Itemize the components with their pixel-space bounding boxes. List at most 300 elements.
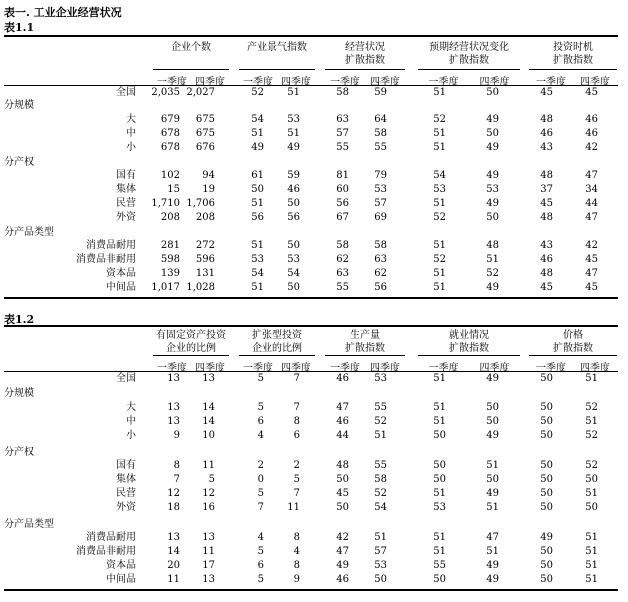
cell-value: 5 [208, 474, 215, 485]
group-header-line1: 预期经营状况变化 [429, 42, 509, 53]
cell-value: 50 [336, 474, 349, 485]
cell-value: 51 [287, 128, 300, 139]
table-row [0, 197, 628, 211]
cell-value: 51 [486, 254, 499, 265]
cell-value: 46 [540, 254, 553, 265]
cell-value: 13 [167, 416, 180, 427]
table2-group-header [153, 329, 229, 355]
row-label: 中间品 [106, 282, 136, 293]
cell-value: 598 [160, 254, 180, 265]
cell-value: 51 [251, 240, 264, 251]
cell-value: 2 [257, 460, 264, 471]
table1-top-rule [4, 35, 618, 37]
cell-value: 51 [486, 502, 499, 513]
cell-value: 7 [173, 474, 180, 485]
cell-value: 678 [160, 128, 180, 139]
cell-value: 52 [374, 488, 387, 499]
group-header-line2: 扩散指数 [553, 55, 593, 66]
cell-value: 11 [287, 502, 300, 513]
table1-group-header [418, 41, 520, 67]
cell-value: 42 [585, 240, 598, 251]
cell-value: 51 [585, 532, 598, 543]
cell-value: 678 [160, 142, 180, 153]
cell-value: 46 [540, 128, 553, 139]
cell-value: 50 [486, 87, 499, 98]
cell-value: 0 [257, 474, 264, 485]
cell-value: 5 [257, 402, 264, 413]
row-label: 大 [126, 402, 136, 413]
cell-value: 50 [486, 416, 499, 427]
cell-value: 62 [374, 268, 387, 279]
cell-value: 61 [251, 170, 264, 181]
cell-value: 50 [540, 416, 553, 427]
table1-group-rule [529, 69, 617, 70]
cell-value: 47 [486, 532, 499, 543]
group-header-line2: 扩散指数 [449, 343, 489, 354]
table2-subheader: 四季度 [370, 363, 400, 374]
cell-value: 18 [167, 502, 180, 513]
cell-value: 44 [336, 430, 349, 441]
row-label: 国有 [116, 460, 136, 471]
cell-value: 51 [585, 416, 598, 427]
row-label: 中 [126, 128, 136, 139]
group-header-line1: 有固定资产投资 [156, 330, 226, 341]
table2-subheader: 四季度 [281, 363, 311, 374]
table1-group-header [529, 41, 617, 67]
cell-value: 14 [202, 416, 215, 427]
group-header-line2: 扩散指数 [345, 343, 385, 354]
cell-value: 49 [486, 574, 499, 585]
cell-value: 51 [251, 128, 264, 139]
cell-value: 1,706 [186, 198, 215, 209]
cell-value: 64 [374, 114, 387, 125]
cell-value: 37 [540, 184, 553, 195]
table1-group-rule [153, 69, 229, 70]
group-header-line1: 投资时机 [553, 42, 593, 53]
table1-group-rule [239, 69, 315, 70]
cell-value: 48 [540, 114, 553, 125]
cell-value: 55 [374, 402, 387, 413]
cell-value: 14 [167, 546, 180, 557]
cell-value: 50 [540, 488, 553, 499]
category-label: 分产品类型 [4, 227, 54, 238]
table-row [0, 401, 628, 415]
cell-value: 53 [374, 560, 387, 571]
row-label: 资本品 [106, 268, 136, 279]
cell-value: 8 [293, 560, 300, 571]
cell-value: 48 [540, 212, 553, 223]
cell-value: 54 [251, 114, 264, 125]
cell-value: 55 [433, 560, 446, 571]
cell-value: 7 [293, 488, 300, 499]
cell-value: 7 [257, 502, 264, 513]
category-row [0, 446, 628, 460]
table-row [0, 573, 628, 587]
category-label: 分产品类型 [4, 519, 54, 530]
cell-value: 2,035 [151, 87, 180, 98]
cell-value: 48 [540, 170, 553, 181]
table-row [0, 253, 628, 267]
cell-value: 675 [195, 128, 215, 139]
cell-value: 9 [293, 574, 300, 585]
cell-value: 208 [195, 212, 215, 223]
group-header-line1: 企业个数 [171, 42, 211, 53]
group-header-line2: 扩散指数 [345, 55, 385, 66]
cell-value: 50 [540, 373, 553, 384]
cell-value: 51 [374, 532, 387, 543]
cell-value: 2 [293, 460, 300, 471]
table-row [0, 545, 628, 559]
cell-value: 8 [293, 416, 300, 427]
table-row [0, 501, 628, 515]
cell-value: 47 [585, 170, 598, 181]
cell-value: 56 [251, 212, 264, 223]
cell-value: 50 [251, 184, 264, 195]
cell-value: 131 [195, 268, 215, 279]
cell-value: 58 [336, 87, 349, 98]
table2-bottom-rule [4, 589, 618, 591]
table2-subheader: 一季度 [157, 363, 187, 374]
cell-value: 50 [486, 402, 499, 413]
cell-value: 50 [486, 474, 499, 485]
row-label: 全国 [116, 373, 136, 384]
table2-subheader: 四季度 [195, 363, 225, 374]
cell-value: 51 [433, 198, 446, 209]
category-row [0, 387, 628, 401]
cell-value: 50 [540, 574, 553, 585]
row-label: 消费品非耐用 [76, 546, 136, 557]
group-header-line1: 生产量 [350, 330, 380, 341]
cell-value: 139 [160, 268, 180, 279]
cell-value: 51 [433, 373, 446, 384]
cell-value: 55 [336, 282, 349, 293]
cell-value: 51 [585, 373, 598, 384]
cell-value: 56 [287, 212, 300, 223]
table2-label: 表1.2 [4, 313, 35, 326]
table1-subheader: 一季度 [243, 77, 273, 88]
row-label: 民营 [116, 198, 136, 209]
table2-group-rule [529, 355, 617, 356]
cell-value: 63 [336, 268, 349, 279]
cell-value: 49 [486, 560, 499, 571]
group-header-line1: 经营状况 [345, 42, 385, 53]
cell-value: 51 [585, 546, 598, 557]
cell-value: 8 [293, 532, 300, 543]
cell-value: 67 [336, 212, 349, 223]
cell-value: 49 [486, 430, 499, 441]
cell-value: 50 [336, 502, 349, 513]
cell-value: 81 [336, 170, 349, 181]
cell-value: 51 [374, 430, 387, 441]
table2-subheader: 一季度 [243, 363, 273, 374]
row-label: 外资 [116, 502, 136, 513]
cell-value: 50 [486, 212, 499, 223]
cell-value: 46 [336, 373, 349, 384]
cell-value: 69 [374, 212, 387, 223]
table2-group-rule [325, 355, 405, 356]
cell-value: 5 [257, 488, 264, 499]
table-row [0, 559, 628, 573]
cell-value: 49 [540, 532, 553, 543]
cell-value: 53 [287, 254, 300, 265]
cell-value: 53 [287, 114, 300, 125]
row-label: 全国 [116, 87, 136, 98]
group-header-line1: 扩张型投资 [252, 330, 302, 341]
cell-value: 47 [336, 402, 349, 413]
table2-group-header [418, 329, 520, 355]
cell-value: 63 [336, 114, 349, 125]
cell-value: 54 [287, 268, 300, 279]
cell-value: 7 [293, 373, 300, 384]
table-row [0, 473, 628, 487]
group-header-line2: 扩散指数 [553, 343, 593, 354]
table-row [0, 267, 628, 281]
cell-value: 55 [336, 142, 349, 153]
cell-value: 51 [433, 128, 446, 139]
row-label: 小 [126, 430, 136, 441]
cell-value: 13 [202, 532, 215, 543]
table-row [0, 113, 628, 127]
cell-value: 5 [257, 546, 264, 557]
cell-value: 52 [585, 402, 598, 413]
cell-value: 51 [486, 546, 499, 557]
cell-value: 13 [167, 532, 180, 543]
group-header-line1: 产业景气指数 [247, 42, 307, 53]
category-label: 分产权 [4, 157, 34, 168]
cell-value: 50 [287, 240, 300, 251]
row-label: 中 [126, 416, 136, 427]
cell-value: 53 [251, 254, 264, 265]
cell-value: 51 [433, 87, 446, 98]
cell-value: 45 [585, 282, 598, 293]
cell-value: 49 [287, 142, 300, 153]
cell-value: 51 [433, 546, 446, 557]
cell-value: 46 [336, 574, 349, 585]
cell-value: 6 [293, 430, 300, 441]
table1-group-header [325, 41, 405, 67]
cell-value: 4 [257, 430, 264, 441]
cell-value: 57 [374, 198, 387, 209]
cell-value: 47 [336, 546, 349, 557]
cell-value: 51 [433, 488, 446, 499]
cell-value: 51 [585, 560, 598, 571]
cell-value: 50 [374, 574, 387, 585]
cell-value: 17 [202, 560, 215, 571]
cell-value: 52 [433, 212, 446, 223]
cell-value: 2,027 [186, 87, 215, 98]
cell-value: 49 [486, 282, 499, 293]
cell-value: 62 [336, 254, 349, 265]
cell-value: 52 [585, 460, 598, 471]
table2-group-rule [153, 355, 229, 356]
table2-subheader: 一季度 [330, 363, 360, 374]
cell-value: 49 [486, 488, 499, 499]
cell-value: 54 [433, 170, 446, 181]
row-label: 消费品耐用 [86, 532, 136, 543]
cell-value: 47 [585, 212, 598, 223]
cell-value: 51 [585, 488, 598, 499]
cell-value: 51 [251, 198, 264, 209]
cell-value: 45 [585, 87, 598, 98]
cell-value: 50 [433, 460, 446, 471]
cell-value: 50 [540, 474, 553, 485]
table-row [0, 281, 628, 295]
cell-value: 51 [433, 282, 446, 293]
cell-value: 52 [585, 430, 598, 441]
table-row [0, 141, 628, 155]
category-row [0, 226, 628, 240]
table2-subheader: 四季度 [580, 363, 610, 374]
cell-value: 51 [433, 402, 446, 413]
cell-value: 14 [202, 402, 215, 413]
row-label: 消费品非耐用 [76, 254, 136, 265]
cell-value: 51 [433, 532, 446, 543]
cell-value: 51 [251, 282, 264, 293]
table1-label: 表1.1 [4, 21, 35, 34]
cell-value: 56 [374, 282, 387, 293]
table1-subheader: 一季度 [330, 77, 360, 88]
cell-value: 53 [374, 184, 387, 195]
table-row [0, 169, 628, 183]
cell-value: 45 [540, 198, 553, 209]
cell-value: 51 [433, 268, 446, 279]
cell-value: 281 [160, 240, 180, 251]
category-label: 分规模 [4, 388, 34, 399]
table1-group-rule [325, 69, 405, 70]
table1-subheader: 四季度 [370, 77, 400, 88]
cell-value: 46 [287, 184, 300, 195]
table1-subheader: 四季度 [580, 77, 610, 88]
cell-value: 102 [160, 170, 180, 181]
cell-value: 50 [540, 460, 553, 471]
cell-value: 42 [585, 142, 598, 153]
cell-value: 43 [540, 142, 553, 153]
cell-value: 49 [486, 170, 499, 181]
cell-value: 52 [433, 114, 446, 125]
category-label: 分产权 [4, 447, 34, 458]
cell-value: 9 [173, 430, 180, 441]
table-row [0, 239, 628, 253]
table2-subheader: 一季度 [428, 363, 459, 374]
cell-value: 52 [374, 416, 387, 427]
cell-value: 43 [540, 240, 553, 251]
cell-value: 45 [540, 282, 553, 293]
cell-value: 679 [160, 114, 180, 125]
row-label: 国有 [116, 170, 136, 181]
cell-value: 51 [433, 416, 446, 427]
cell-value: 6 [257, 416, 264, 427]
table-row [0, 459, 628, 473]
cell-value: 49 [251, 142, 264, 153]
cell-value: 52 [251, 87, 264, 98]
cell-value: 56 [336, 198, 349, 209]
cell-value: 55 [374, 460, 387, 471]
cell-value: 50 [287, 198, 300, 209]
cell-value: 49 [486, 142, 499, 153]
cell-value: 52 [433, 254, 446, 265]
row-label: 集体 [116, 184, 136, 195]
table2-group-header [239, 329, 315, 355]
cell-value: 49 [486, 373, 499, 384]
cell-value: 45 [336, 488, 349, 499]
cell-value: 596 [195, 254, 215, 265]
cell-value: 5 [257, 373, 264, 384]
cell-value: 50 [540, 560, 553, 571]
row-label: 中间品 [106, 574, 136, 585]
cell-value: 12 [167, 488, 180, 499]
cell-value: 11 [167, 574, 180, 585]
category-label: 分规模 [4, 100, 34, 111]
row-label: 大 [126, 114, 136, 125]
cell-value: 58 [374, 240, 387, 251]
table2-group-header [325, 329, 405, 355]
cell-value: 49 [486, 114, 499, 125]
table-row [0, 127, 628, 141]
table1-group-header [153, 41, 229, 54]
cell-value: 50 [585, 502, 598, 513]
cell-value: 50 [486, 128, 499, 139]
cell-value: 11 [202, 460, 215, 471]
cell-value: 51 [433, 142, 446, 153]
group-header-line1: 价格 [563, 330, 583, 341]
cell-value: 53 [374, 373, 387, 384]
cell-value: 58 [374, 474, 387, 485]
cell-value: 7 [293, 402, 300, 413]
cell-value: 51 [433, 240, 446, 251]
table1-subheader: 一季度 [428, 77, 459, 88]
table-row [0, 429, 628, 443]
table2-subheader: 四季度 [479, 363, 510, 374]
table1-subheader: 一季度 [536, 77, 566, 88]
cell-value: 46 [336, 416, 349, 427]
cell-value: 54 [374, 502, 387, 513]
cell-value: 51 [585, 574, 598, 585]
row-label: 资本品 [106, 560, 136, 571]
cell-value: 52 [486, 268, 499, 279]
cell-value: 51 [287, 87, 300, 98]
cell-value: 676 [195, 142, 215, 153]
cell-value: 49 [486, 198, 499, 209]
cell-value: 42 [336, 532, 349, 543]
table2-subheader: 一季度 [536, 363, 566, 374]
cell-value: 34 [585, 184, 598, 195]
group-header-line2: 企业的比例 [166, 343, 216, 354]
table1-subheader: 四季度 [479, 77, 510, 88]
cell-value: 1,017 [151, 282, 180, 293]
cell-value: 48 [540, 268, 553, 279]
page-title: 表一. 工业企业经营状况 [4, 6, 122, 19]
cell-value: 50 [433, 574, 446, 585]
cell-value: 8 [173, 460, 180, 471]
table1-subheader: 四季度 [281, 77, 311, 88]
table1-bottom-rule [4, 297, 618, 299]
table-row [0, 372, 628, 386]
cell-value: 15 [167, 184, 180, 195]
cell-value: 20 [167, 560, 180, 571]
category-row [0, 518, 628, 532]
cell-value: 4 [257, 532, 264, 543]
cell-value: 13 [202, 574, 215, 585]
cell-value: 1,710 [151, 198, 180, 209]
cell-value: 50 [540, 502, 553, 513]
cell-value: 57 [374, 546, 387, 557]
cell-value: 16 [202, 502, 215, 513]
cell-value: 6 [257, 560, 264, 571]
group-header-line1: 就业情况 [449, 330, 489, 341]
cell-value: 63 [374, 254, 387, 265]
table-row [0, 183, 628, 197]
table-row [0, 531, 628, 545]
